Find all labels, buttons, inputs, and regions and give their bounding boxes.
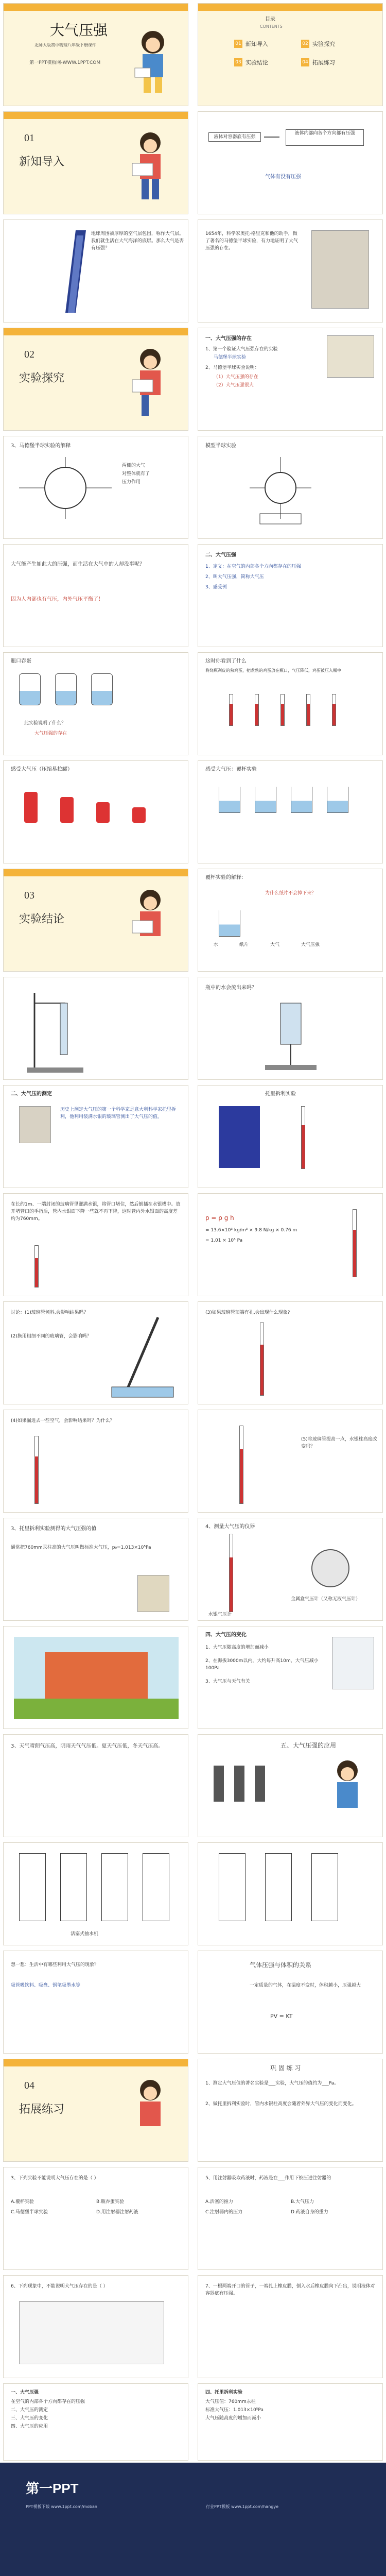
slide-title: 感受大气压：覆杯实验: [205, 767, 257, 772]
option-b[interactable]: B.大气压力: [291, 2199, 314, 2205]
inquiry-q1-answer: 马德堡半球实验: [214, 355, 247, 360]
toc-heading: 目录: [265, 16, 275, 22]
boy-reading-icon: [122, 344, 179, 426]
summary-line-3: 三、大气压的变化: [11, 2416, 48, 2421]
bottle-note: 将烧瓶剥皮的熟鸡蛋，把煮熟的鸡蛋放在瓶口，气压降低，鸡蛋被压入瓶中: [205, 668, 341, 673]
tool-3-icon: [255, 1766, 265, 1802]
exercise-5-slide: [198, 2275, 383, 2378]
slide-question: 瓶中的水会流出来吗？: [205, 985, 257, 991]
toc-heading-en: CONTENTS: [260, 24, 283, 29]
discussion-slide: [3, 1301, 188, 1404]
torricelli-intro-slide: [3, 1085, 188, 1188]
boy-reading-icon: [122, 2075, 179, 2157]
flow-question: 气体有没有压强: [265, 174, 301, 180]
standard-slide: [3, 1518, 188, 1621]
inquiry-slide: [198, 328, 383, 431]
relation-text: 一定质量的气体，在温度不变时，体积越小，压强越大: [250, 1983, 361, 1988]
option-c[interactable]: C.马德堡半球实验: [11, 2210, 48, 2215]
mercury-barometer-icon: [229, 1534, 233, 1612]
syringe-slide: [3, 977, 188, 1080]
can-4-icon: [132, 807, 146, 823]
bottle-1-icon: [19, 673, 41, 705]
slide-heading: 五、大气压强的应用: [280, 1742, 337, 1749]
option-d[interactable]: D.药液自身的重力: [291, 2210, 328, 2215]
tube-1-icon: [229, 694, 233, 726]
pump-2-icon: [60, 1853, 87, 1921]
slide-heading: 巩 固 练 习: [270, 2064, 301, 2072]
formula-result: = 1.01 × 10⁵ Pa: [205, 1238, 243, 1243]
option-c[interactable]: C.注射器内的压力: [205, 2210, 243, 2215]
bottle-2-icon: [55, 673, 77, 705]
label-paper: 纸片: [239, 942, 249, 947]
inquiry-q2: 2、马德堡半球实验说明：: [205, 365, 259, 370]
formula-calc: = 13.6×10³ kg/m³ × 9.8 N/kg × 0.76 m: [205, 1228, 297, 1233]
discussion-4-slide: [3, 1410, 188, 1513]
toc-item-1[interactable]: 新知导入: [245, 41, 268, 47]
slide-title: 3、马德堡半球实验的解释: [11, 443, 71, 449]
can-1-icon: [24, 792, 38, 823]
can-2-icon: [60, 797, 74, 823]
slide-title: 感受大气压（压缩易拉罐）: [11, 767, 73, 772]
tube-2-icon: [255, 694, 259, 726]
torricelli-procedure-text: 在长约1m、一端封闭的玻璃管里灌满水银，将管口堵住，然后倒插在水银槽中。放开堵管口的手指后，管内水银面下降一些就不再下降，这时管内外水银面的高度差约为760mm。: [11, 1202, 181, 1222]
intro-paragraph-1: 地球周围被厚厚的空气层包围，称作大气层。我们就生活在大气海洋的底层。那么大气是否有压强？: [91, 231, 184, 251]
footer-link-left[interactable]: PPT模板下载 www.1ppt.com/moban: [26, 2504, 97, 2509]
discussion-q2: (2)换用粗细不同的玻璃管，会影响吗？: [11, 1334, 92, 1339]
exercise-slide: [198, 2059, 383, 2162]
exercise-figures: [19, 2301, 164, 2364]
altitude-p2: 2、在海拔3000m以内，大约每升高10m，大气压减小100Pa: [205, 1658, 319, 1671]
slide-title: 气体压强与体积的关系: [250, 1961, 312, 1969]
altitude-image-slide: [3, 1626, 188, 1729]
discussion-3-slide: [198, 1301, 383, 1404]
slide-title: 模型半球实验: [205, 443, 236, 449]
option-a[interactable]: A.活塞的推力: [205, 2199, 233, 2205]
atmosphere-column-icon: [55, 230, 86, 313]
section3-slide: [3, 869, 188, 972]
section-title: 拓展练习: [19, 2103, 65, 2116]
barometer-photo: [137, 1575, 169, 1612]
summary-line-4: 四、大气压的应用: [11, 2424, 48, 2429]
definition-1: 1、定义：在空气的内部各个方向都存在的压强: [205, 564, 301, 569]
cover-subtitle: 北师大版初中物理八年级下册课件: [34, 43, 96, 47]
formula-main: p = ρ g h: [205, 1214, 234, 1222]
bottle-egg-2-slide: [198, 652, 383, 755]
barometer-a: 水银气压计: [208, 1612, 232, 1617]
bottle-egg-slide: [3, 652, 188, 755]
toc-num-4: 04: [301, 58, 309, 66]
model-slide: [198, 436, 383, 539]
exercise-q1: 1、测定大气压值的著名实验是___实验，大气压的值约为___Pa。: [205, 2081, 339, 2086]
inquiry-heading: 一、大气压强的存在: [205, 336, 252, 342]
can-3-icon: [96, 802, 110, 823]
exercise-q5: 5、用注射器吸取药液时，药液是在___作用下被压进注射器的: [205, 2176, 331, 2181]
tube-icon: [34, 1245, 39, 1287]
note-1: 两侧的大气: [122, 463, 146, 468]
discussion-q3: (3)如果玻璃管顶端有孔,会出现什么现象?: [205, 1310, 290, 1315]
option-b[interactable]: B.瓶吞蛋实验: [96, 2199, 125, 2205]
summary-line-1: 大气压值：760mm汞柱: [205, 2399, 256, 2404]
summary-line-2: 标准大气压：1.013×10⁵Pa: [205, 2408, 264, 2413]
torricelli-intro-text: 历史上测定大气压的第一个科学家是意大利科学家托里拆利，他利用装满水银的玻璃管测出了大气压的值。: [60, 1107, 177, 1120]
section-title: 实验结论: [19, 913, 65, 926]
pump-7-icon: [311, 1853, 338, 1921]
answer-text: 因为人内部也有气压，内外气压平衡了！: [11, 597, 103, 602]
portrait-image: [311, 230, 369, 309]
stand-apparatus-icon: [24, 988, 86, 1075]
toc-num-2: 02: [301, 40, 309, 48]
tool-1-icon: [214, 1766, 224, 1802]
bottle-question: 此实验说明了什么？: [24, 721, 66, 726]
tube-icon: [260, 1323, 264, 1396]
inquiry-a1: （1）大气压强的存在: [214, 375, 258, 380]
weather-text: 3、天气晴朗气压高，阴雨天气气压低。夏天气压低，冬天气压高。: [11, 1743, 164, 1749]
hemisphere-model-icon: [229, 457, 332, 529]
flow-question-slide: [198, 977, 383, 1080]
cup-2-icon: [255, 787, 276, 813]
slide-title: 托里拆利实验: [265, 1091, 296, 1097]
cup-slide: [198, 760, 383, 863]
bottle-3-icon: [91, 673, 113, 705]
magdeburg-image: [327, 335, 374, 378]
magdeburg-explain-slide: [3, 436, 188, 539]
pump-3-icon: [101, 1853, 128, 1921]
standard-heading: 3、托里拆利实验测得的大气压强的值: [11, 1526, 97, 1532]
altitude-illustration: [14, 1637, 179, 1719]
discussion-q1: 讨论：(1)玻璃管倾斜,会影响结果吗？: [11, 1310, 89, 1315]
flow-slide: [198, 111, 383, 214]
relation-slide: [198, 1951, 383, 2054]
discussion-5-slide: [198, 1410, 383, 1513]
exercise-q6: 6、下列现象中，不能说明大气压存在的是（ ）: [11, 2284, 108, 2289]
absorb-question: 为什么纸片不会掉下来？: [265, 891, 317, 896]
standard-text: 通常把760mm汞柱高的大气压叫做标准大气压，p₀=1.013×10⁵Pa: [11, 1545, 151, 1550]
torricelli-text-slide: [3, 1193, 188, 1296]
tube-5-icon: [332, 694, 336, 726]
discussion-q5: (5)将玻璃管提高一点，水银柱高度改变吗？: [301, 1437, 377, 1449]
toc-list: [234, 40, 378, 81]
definition-slide: [198, 544, 383, 647]
exercise-q7: 7、一根两端开口的管子，一端扎上橡皮膜，倒入水后橡皮膜向下凸出，说明液体对容器底有压强。: [205, 2284, 375, 2296]
tube-4-icon: [306, 694, 310, 726]
pump-answer: 吸管吸饮料、吸盘、钢笔吸墨水等: [11, 1983, 81, 1988]
application-slide: [198, 1734, 383, 1837]
torricelli-portrait-image: [19, 1106, 51, 1143]
question-text: 大气能产生如此大的压强，而生活在大气中的人却没事呢？: [11, 562, 145, 567]
section-number: 04: [24, 2080, 34, 2091]
magdeburg-intro-slide: [198, 219, 383, 323]
flow-arrow: [264, 137, 279, 138]
label-air: 大气: [270, 942, 280, 947]
section-title: 实验探究: [19, 372, 65, 385]
glass-icon: [219, 910, 240, 937]
relation-formula: PV = KT: [270, 2013, 293, 2020]
pump-2-slide: [198, 1842, 383, 1945]
section-number: 02: [24, 349, 34, 360]
mercury-tube-icon: [353, 1209, 357, 1277]
experiment-image: [219, 1106, 260, 1168]
definition-heading: 二、大气压强: [205, 552, 236, 558]
slide-title: 4、测量大气压的仪器: [205, 1524, 255, 1530]
boy-reading-icon: [122, 885, 179, 967]
pump-question: 想一想：生活中有哪些利用大气压的现象？: [11, 1962, 99, 1968]
pump-1-icon: [19, 1853, 46, 1921]
pump-4-icon: [143, 1853, 169, 1921]
flow-box-1: 液体对容器底有压强: [208, 132, 261, 142]
section-title: 新知导入: [19, 156, 65, 168]
cover-title: 大气压强: [50, 22, 108, 39]
summary-line-3: 大气压随高度的增加而减小: [205, 2416, 261, 2421]
cover-slide: [3, 3, 188, 106]
summary-heading: 一、大气压强: [11, 2390, 39, 2395]
flow-box-2: 液体内部向各个方向都有压强: [286, 129, 364, 146]
pump-slide: [3, 1842, 188, 1945]
slide-title: 这时你看到了什么: [205, 658, 247, 664]
atmosphere-slide: [3, 219, 188, 323]
girl-figure-icon: [322, 1755, 373, 1833]
section2-slide: [3, 328, 188, 431]
mercury-tube-icon: [301, 1106, 305, 1169]
toc-item-2[interactable]: 实验探究: [312, 41, 335, 47]
question-slide: [3, 544, 188, 647]
cup-3-icon: [291, 787, 312, 813]
tube-3-icon: [280, 694, 285, 726]
exercise-q3: 3、下列实验不能说明大气压存在的是（ ）: [11, 2176, 99, 2181]
slide-title: 覆杯实验的解释：: [205, 875, 247, 880]
exercise-q2: 2、做托里拆利实验时，管内水银柱高度会随着外界大气压的变化而变化。: [205, 2102, 357, 2107]
formula-slide: [198, 1193, 383, 1296]
discussion-q4: (4)如果漏进去一些空气，会影响结果吗？为什么？: [11, 1418, 115, 1423]
pump-question-slide: [3, 1951, 188, 2054]
toc-item-4[interactable]: 拓展练习: [312, 59, 335, 66]
altitude-p1: 1、大气压随高度的增加而减小: [205, 1645, 269, 1650]
weather-slide: [3, 1734, 188, 1837]
altitude-figure: [332, 1637, 374, 1689]
toc-item-3[interactable]: 实验结论: [245, 59, 268, 66]
section-number: 01: [24, 132, 34, 144]
boy-reading-icon: [122, 127, 179, 210]
exercise-3-slide: [198, 2167, 383, 2270]
absorb-slide: [198, 869, 383, 972]
tube-icon: [239, 1426, 243, 1504]
note-2: 对整体就有了: [122, 471, 150, 477]
hemisphere-diagram-icon: [19, 457, 112, 519]
summary-2-slide: [198, 2383, 383, 2461]
cans-slide: [3, 760, 188, 863]
summary-heading: 四、托里拆利实验: [205, 2390, 243, 2395]
cup-4-icon: [327, 787, 348, 813]
exercise-4-slide: [3, 2275, 188, 2378]
bottle-answer: 大气压强的存在: [34, 731, 67, 736]
slide-heading: 二、大气压的测定: [11, 1091, 52, 1097]
tube-icon: [34, 1436, 39, 1504]
barometer-b: 金属盒气压计（又称无液气压计）: [291, 1597, 361, 1602]
pump-5-icon: [219, 1853, 245, 1921]
girl-figure-icon: [127, 24, 179, 96]
section1-slide: [3, 111, 188, 214]
slide-title: 瓶口吞蛋: [11, 658, 31, 664]
pump-6-icon: [265, 1853, 292, 1921]
cover-site: 第一PPT模板网-WWW.1PPT.COM: [29, 60, 101, 65]
note-3: 压力作用: [122, 480, 141, 485]
toc-num-3: 03: [234, 58, 242, 66]
section-number: 03: [24, 890, 34, 901]
slide-heading: 四、大气压的变化: [205, 1632, 247, 1638]
footer-link-right[interactable]: 行业PPT模板 www.1ppt.com/hangye: [206, 2504, 278, 2509]
altitude-p3: 3、大气压与天气有关: [205, 1679, 250, 1684]
cup-1-icon: [219, 787, 240, 813]
summary-line-2: 二、大气压的测定: [11, 2408, 48, 2413]
tilted-tube-icon: [107, 1312, 179, 1400]
barometer-slide: [198, 1518, 383, 1621]
label-water: 水: [214, 942, 219, 947]
altitude-slide: [198, 1626, 383, 1729]
torricelli-exp-slide: [198, 1085, 383, 1188]
bottle-stand-icon: [260, 998, 322, 1075]
pump-caption: 活塞式抽水机: [71, 1931, 99, 1937]
top-stripe: [4, 4, 188, 11]
inquiry-q1: 1、第一个验证大气压强存在的实验: [205, 347, 278, 352]
tool-2-icon: [234, 1766, 244, 1802]
toc-slide: [198, 3, 383, 106]
exercise-2-slide: [3, 2167, 188, 2270]
aneroid-barometer-icon: [311, 1549, 349, 1587]
definition-2: 2、叫大气压强，简称大气压: [205, 574, 264, 580]
toc-num-1: 01: [234, 40, 242, 48]
summary-line-1: 在空气的内部各个方向都存在的压强: [11, 2399, 85, 2404]
section4-slide: [3, 2059, 188, 2162]
definition-3: 3、感受例: [205, 585, 227, 590]
option-d[interactable]: D.用注射器注射药液: [96, 2210, 138, 2215]
label-pressure: 大气压强: [301, 942, 320, 947]
option-a[interactable]: A.覆杯实验: [11, 2199, 34, 2205]
inquiry-a2: （2）大气压强很大: [214, 383, 254, 388]
summary-slide: [3, 2383, 188, 2461]
site-logo[interactable]: 第一PPT: [26, 2481, 79, 2496]
intro-paragraph-2: 1654年，科学家奥托·格里克和他的助手，做了著名的马德堡半球实验，有力地证明了大气压强的存在。: [205, 231, 299, 251]
